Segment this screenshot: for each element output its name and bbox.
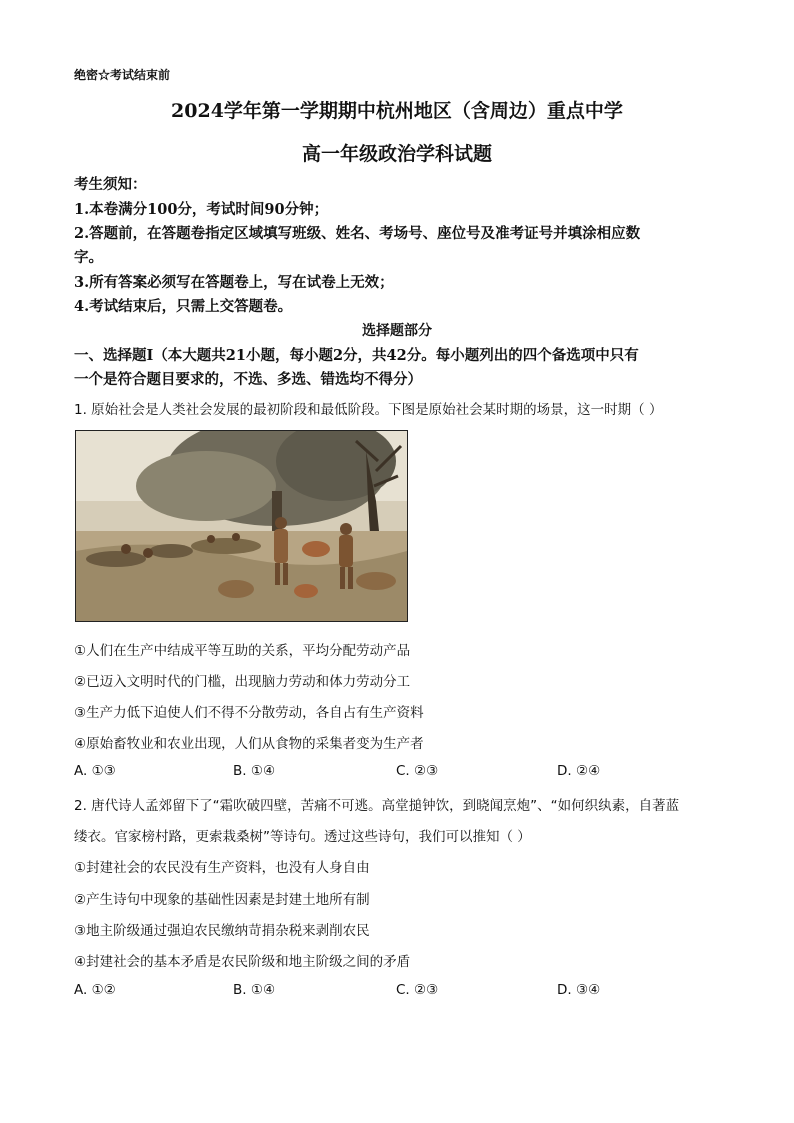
notice-heading: 考生须知： <box>74 176 147 193</box>
question-2-choice-b[interactable]: B. ①④ <box>233 982 276 998</box>
question-2-choice-d[interactable]: D. ③④ <box>557 982 601 998</box>
question-1-statement: ③生产力低下迫使人们不得不分散劳动，各自占有生产资料 <box>74 705 424 721</box>
question-2-choice-a[interactable]: A. ①② <box>74 982 116 998</box>
question-2-statement: ②产生诗句中现象的基础性因素是封建土地所有制 <box>74 892 370 908</box>
exam-title-line2: 高一年级政治学科试题 <box>301 143 492 165</box>
notice-item: 2.答题前，在答题卷指定区域填写班级、姓名、考场号、座位号及准考证号并填涂相应数 <box>74 225 641 242</box>
section-title: 选择题部分 <box>362 323 432 339</box>
notice-item: 1.本卷满分100分，考试时间90分钟； <box>74 201 329 218</box>
question-1-choice-b[interactable]: B. ①④ <box>233 763 276 779</box>
section-instruction: 一、选择题Ⅰ（本大题共21小题，每小题2分，共42分。每小题列出的四个备选项中只有 <box>74 347 639 364</box>
question-1-choice-a[interactable]: A. ①③ <box>74 763 116 779</box>
question-2-stem: 缕衣。官家榜村路，更索栽桑树”等诗句。透过这些诗句，我们可以推知（ ） <box>74 829 531 845</box>
question-2-statement: ①封建社会的农民没有生产资料，也没有人身自由 <box>74 860 370 876</box>
question-1-stem: 1. 原始社会是人类社会发展的最初阶段和最低阶段。下图是原始社会某时期的场景，这一时期（ ） <box>74 402 663 418</box>
question-2-stem: 2. 唐代诗人孟郊留下了“霜吹破四壁，苦痛不可逃。高堂搥钟饮，到晓闻烹炮”、“如何织纨素，自著蓝 <box>74 798 680 814</box>
confidential-label: 绝密☆考试结束前 <box>74 68 171 82</box>
primitive-scene-picture <box>76 431 407 621</box>
question-2-statement: ③地主阶级通过强迫农民缴纳苛捐杂税来剥削农民 <box>74 923 370 939</box>
notice-item: 4.考试结束后，只需上交答题卷。 <box>74 298 293 315</box>
question-1-choice-c[interactable]: C. ②③ <box>396 763 439 779</box>
question-2-choice-c[interactable]: C. ②③ <box>396 982 439 998</box>
notice-item: 字。 <box>74 249 103 266</box>
question-1-statement: ①人们在生产中结成平等互助的关系，平均分配劳动产品 <box>74 643 411 659</box>
question-2-statement: ④封建社会的基本矛盾是农民阶级和地主阶级之间的矛盾 <box>74 954 411 970</box>
primitive-society-illustration <box>75 430 408 622</box>
question-1-statement: ④原始畜牧业和农业出现，人们从食物的采集者变为生产者 <box>74 736 424 752</box>
section-instruction: 一个是符合题目要求的，不选、多选、错选均不得分） <box>74 371 422 388</box>
notice-item: 3.所有答案必须写在答题卷上，写在试卷上无效； <box>74 274 394 291</box>
question-1-statement: ②已迈入文明时代的门槛，出现脑力劳动和体力劳动分工 <box>74 674 411 690</box>
exam-title-line1: 2024学年第一学期期中杭州地区（含周边）重点中学 <box>171 100 623 122</box>
question-1-choice-d[interactable]: D. ②④ <box>557 763 601 779</box>
